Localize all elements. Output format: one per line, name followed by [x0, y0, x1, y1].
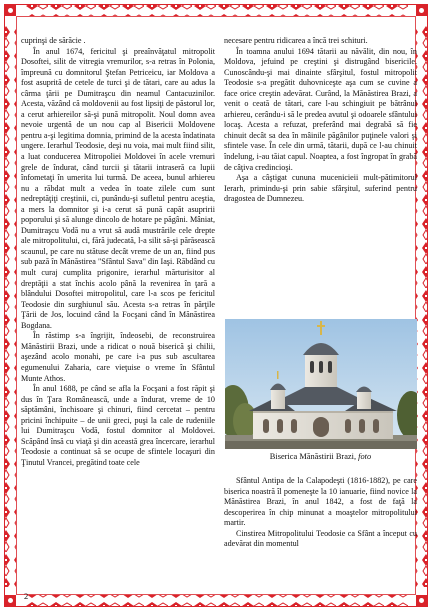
caption-credit: foto — [358, 452, 372, 461]
right-text-column-bottom — [224, 476, 417, 550]
page-number: 2 — [24, 591, 29, 601]
paragraph: În toamna anului 1694 tătarii au năvălit, din nou, în Moldova, jefuind pe creştini şi distrugând bisericile. Cunoscându-şi mai dinainte sfârşitul, fostul mitropolit Teodosie s-a pregătit duhovniceşte aşa cum se cuvine a face orice creştin adevărat. Curând, la Mănăstirea Brazi, a venit o ceată de tătari, care l-au schingiuit pe bătrânul arhiereu, cerându-i să le predea avutul şi odoarele sfântului locaş. Acesta a refuzat, preferând mai degrabă să fie chinuit decât sa dea în mâinile păgânilor puţinele valori şi sfintele vase. În cele din urmă, tătarii, după ce l-au chinuit îndelung, i-au tăiat capul. Noaptea, a fost îngropat în grabă de câţiva credincioşi. — [224, 46, 417, 172]
paragraph: cuprinşi de sărăcie . — [21, 36, 86, 45]
left-text-column — [21, 36, 215, 468]
paragraph: Aşa a câştigat cununa mucenicieii mult-pătimitorul Ierarh, primindu-şi prin sabie sfârşitul, suferind pentru dragostea de Dumnezeu. — [224, 173, 417, 204]
paragraph: necesare pentru ridicarea a încă trei schituri. — [224, 36, 368, 45]
photo-caption — [224, 452, 417, 461]
right-text-column-top — [224, 36, 417, 205]
paragraph: Cinstirea Mitropolitului Teodosie ca Sfânt a început cu adevărat din momentul — [224, 528, 417, 549]
paragraph: Sfântul Antipa de la Calapodeşti (1816-1882), pe care biserica noastră îl pomeneşte la 10 ianuarie, fiind novice la Mănăstirea Brazi, în anul 1842, a fost de faţă la descoperirea în chip minunat a moaştelor mitropolitului martir. — [224, 476, 417, 528]
paragraph: În anul 1674, fericitul şi preaînvăţatul mitropolit Dosoftei, silit de vitregia vremurilor, s-a retras în Polonia, împreună cu domnitorul Ştefan Petriceicu, iar Moldova a fost asuprită de cetele de turci şi de tătari, care au adus la cârma ţării pe Dumitraşcu din neamul Cantacuzinilor. Acesta, văzând că moldovenii au fost lipsiţi de păstorul lor, a cerut arhiereilor să-şi pună mitropolit. Noul domn avea nevoie urgentă de un nou cap al Bisericii Moldovene pentru a-şi legitima domnia, primind de la acesta îndatinata ungere. Ierarhul Teodosie, deşi nu voia, mai mult fiind silit, a luat conducerea Mitropoliei Moldovei în acele vremuri grele de îndurat, când turcii şi tătarii intraseră ca lupii înfometaţi în umerita lui turmă. De aceea, bunul arhiereu nu a răbdat mult a vedea în toate zilele cum sunt nedreptăţiţi creştinii, ci, punându-şi sufletul pentru aceştia, a mers la domnitor şi i-a cerut să pună capăt asupririi poporului şi să alunge dincolo de hotare pe păgâni. Mâniat, Dumitraşcu Vodă nu a vrut să audă mustrările cele drepte ale mitropolitului, ci, fără judecată, l-a silit să-şi părăsească scaunul, pe care nu stătuse decât vreme de un an, fiind pus sub pază în Mănăstirea "Sfântul Sava" din Iaşi. Răbdând cu mult curaj cumplita prigonire, ierarhul mărturisitor al dreptăţii a stat închis acolo până la revenirea în ţară a blândului Dosoftei mitropolitul, care l-a scos pe fericitul Teodosie din surghiunul său. Acesta s-a retras în părţile Ţării de Jos, locuind când la Focşani când în Mănăstirea Bogdana. — [21, 46, 215, 330]
caption-text: Biserica Mănăstirii Brazi, — [269, 452, 359, 461]
church-photo — [225, 319, 417, 449]
paragraph: În anul 1688, pe când se afla la Focşani a fost răpit şi dus în Ţara Românească, unde a îndurat, vreme de 10 săptămâni, închisoare şi chinuri, fiind cercetat – pentru pricini închipuite – de unii greci, puşi la cale de rudeniile lui Dumitraşcu Vodă, fostul domnitor al Moldovei. Scăpând însă cu viaţă şi din această grea încercare, ierarhul Teodosie a continuat să se ocupe de sfintele locaşuri din Ţinutul Vrancei, pregătind toate cele — [21, 384, 215, 467]
paragraph: În răstimp s-a îngrijit, îndeosebi, de reconstruirea Mănăstirii Brazi, unde a ridicat o nouă biserică şi chilii, aşezând acolo monahi, pe care i-a pus sub ascultarea egumenului Zaharia, care vieţuise o vreme în Sfântul Munte Athos. — [21, 331, 215, 383]
